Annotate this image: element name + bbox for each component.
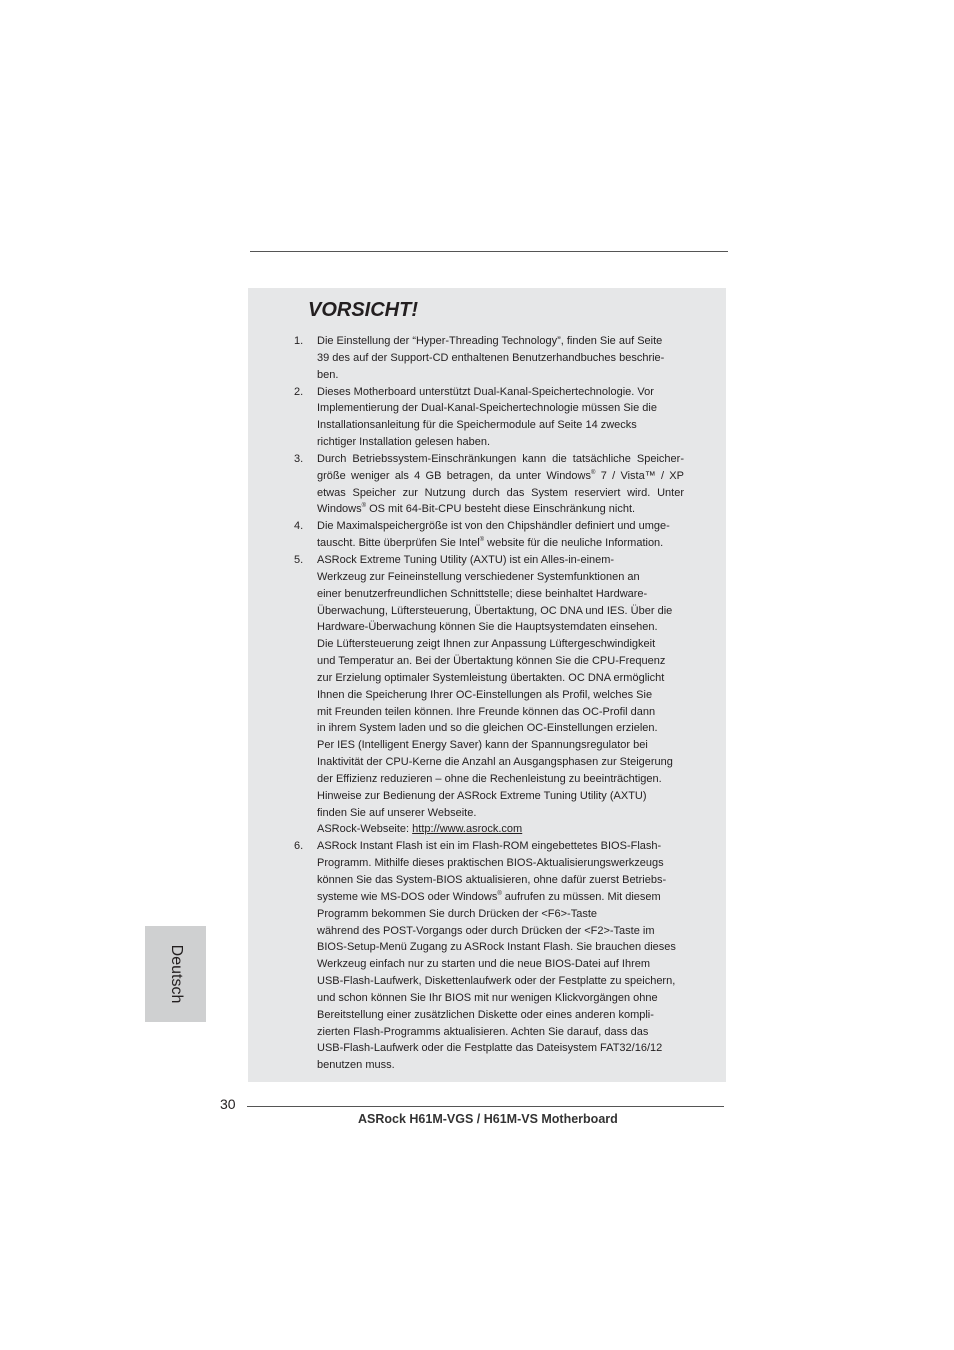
list-item — [294, 333, 684, 384]
caution-title: VORSICHT! — [308, 299, 418, 321]
item-text-line: der Effizienz reduzieren – ohne die Rechenleistung zu beeinträchtigen. — [317, 772, 662, 785]
item-text-line: etwas Speicher zur Nutzung durch das System reserviert wird. Unter — [317, 486, 684, 499]
item-text-line: 39 des auf der Support-CD enthaltenen Benutzerhandbuches beschrie- — [317, 351, 665, 364]
item-text-line: Bereitstellung einer zusätzlichen Diskette oder eines anderen kompli- — [317, 1008, 654, 1021]
item-text-line: Überwachung, Lüftersteuerung, Übertaktung, OC DNA und IES. Über die — [317, 604, 673, 617]
caution-list — [294, 333, 684, 1074]
language-tab — [145, 926, 206, 1022]
item-number: 6. — [294, 840, 304, 853]
item-text-line: einer benutzerfreundlichen Schnittstelle; diese beinhaltet Hardware- — [317, 587, 648, 600]
item-text-line: Programm. Mithilfe dieses praktischen BIOS-Aktualisierungswerkzeugs — [317, 857, 664, 870]
list-item — [294, 518, 684, 552]
item-text-line: richtiger Installation gelesen haben. — [317, 436, 491, 449]
list-item — [294, 838, 684, 1074]
language-tab-label: Deutsch — [167, 944, 185, 1004]
item-text-line: während des POST-Vorgangs oder durch Drücken der <F2>-Taste im — [317, 924, 655, 937]
item-text-line: Dieses Motherboard unterstützt Dual-Kanal-Speichertechnologie. Vor — [317, 385, 654, 398]
item-text-line: und schon können Sie Ihr BIOS mit nur wenigen Klickvorgängen ohne — [317, 991, 658, 1004]
top-rule — [250, 251, 728, 252]
item-text-line: Hardware-Überwachung können Sie die Hauptsystemdaten einsehen. — [317, 621, 658, 634]
website-label: ASRock-Webseite: — [317, 823, 413, 836]
item-text-line: Ihnen die Speicherung Ihrer OC-Einstellungen als Profil, welches Sie — [317, 688, 653, 701]
page-number: 30 — [220, 1096, 236, 1112]
item-text-line: Windows® OS mit 64-Bit-CPU besteht diese Einschränkung nicht. — [317, 503, 636, 516]
item-text-line: Inaktivität der CPU-Kerne die Anzahl an Ausgangsphasen zur Steigerung — [317, 756, 673, 769]
item-text-line: Die Einstellung der “Hyper-Threading Technology”, finden Sie auf Seite — [317, 335, 663, 347]
item-number: 4. — [294, 520, 304, 533]
website-line — [317, 821, 684, 838]
item-text-line: USB-Flash-Laufwerk oder die Festplatte das Dateisystem FAT32/16/12 — [317, 1042, 663, 1055]
item-text-line: Hinweise zur Bedienung der ASRock Extreme Tuning Utility (AXTU) — [317, 789, 647, 802]
item-text-line: Die Maximalspeichergröße ist von den Chipshändler definiert und umge- — [317, 520, 670, 533]
list-item — [294, 384, 684, 451]
footer-product: ASRock H61M-VGS / H61M-VS Motherboard — [358, 1112, 618, 1126]
item-text-line: Per IES (Intelligent Energy Saver) kann der Spannungsregulator bei — [317, 739, 648, 752]
item-text-line: zur Erzielung optimaler Systemleistung übertakten. OC DNA ermöglicht — [317, 671, 665, 684]
item-text-line: zierten Flash-Programms aktualisieren. Achten Sie darauf, dass das — [317, 1025, 649, 1038]
list-item — [294, 451, 684, 518]
footer-rule — [247, 1106, 724, 1107]
item-text-line: mit Freunden teilen können. Ihre Freunde können das OC-Profil dann — [317, 705, 656, 718]
item-text-line: ASRock Instant Flash ist ein im Flash-ROM eingebettetes BIOS-Flash- — [317, 840, 662, 853]
item-text-line: Werkzeug zur Feineinstellung verschiedener Systemfunktionen an — [317, 570, 640, 583]
item-text-line: können Sie das System-BIOS aktualisieren, ohne dafür zuerst Betriebs- — [317, 874, 667, 886]
item-text-line: benutzen muss. — [317, 1059, 395, 1072]
list-item — [294, 552, 684, 838]
item-text-line: USB-Flash-Laufwerk, Diskettenlaufwerk oder der Festplatte zu speichern, — [317, 975, 676, 988]
item-text-line: größe weniger als 4 GB betragen, da unter Windows® 7 / Vista™ / XP — [317, 469, 684, 482]
item-text-line: und Temperatur an. Bei der Übertaktung können Sie die CPU-Frequenz — [317, 655, 666, 668]
item-text-line: BIOS-Setup-Menü Zugang zu ASRock Instant Flash. Sie brauchen dieses — [317, 941, 676, 954]
asrock-website-link[interactable]: http://www.asrock.com — [412, 823, 523, 836]
item-number: 3. — [294, 452, 304, 465]
item-number: 2. — [294, 385, 304, 398]
item-text-line: Die Lüftersteuerung zeigt Ihnen zur Anpassung Lüftergeschwindigkeit — [317, 638, 656, 651]
item-text-line: ASRock Extreme Tuning Utility (AXTU) ist ein Alles-in-einem- — [317, 553, 615, 566]
item-text-line: finden Sie auf unserer Webseite. — [317, 806, 477, 819]
caution-box — [248, 288, 726, 1082]
item-text-line: ben. — [317, 368, 339, 381]
item-text-line: Installationsanleitung für die Speichermodule auf Seite 14 zwecks — [317, 419, 637, 432]
item-text-line: Durch Betriebssystem-Einschränkungen kann die tatsächliche Speicher- — [317, 452, 684, 465]
item-number: 1. — [294, 335, 304, 347]
item-text-line: Programm bekommen Sie durch Drücken der <F6>-Taste — [317, 907, 598, 920]
item-number: 5. — [294, 553, 304, 566]
item-text-line: systeme wie MS-DOS oder Windows® aufrufen zu müssen. Mit diesem — [317, 890, 661, 903]
item-text-line: Werkzeug einfach nur zu starten und die neue BIOS-Datei auf Ihrem — [317, 958, 651, 971]
item-text-line: in ihrem System laden und so die gleichen OC-Einstellungen erzielen. — [317, 722, 658, 735]
item-text-line: tauscht. Bitte überprüfen Sie Intel® website für die neuliche Information. — [317, 537, 664, 550]
item-text-line: Implementierung der Dual-Kanal-Speichertechnologie müssen Sie die — [317, 402, 657, 415]
